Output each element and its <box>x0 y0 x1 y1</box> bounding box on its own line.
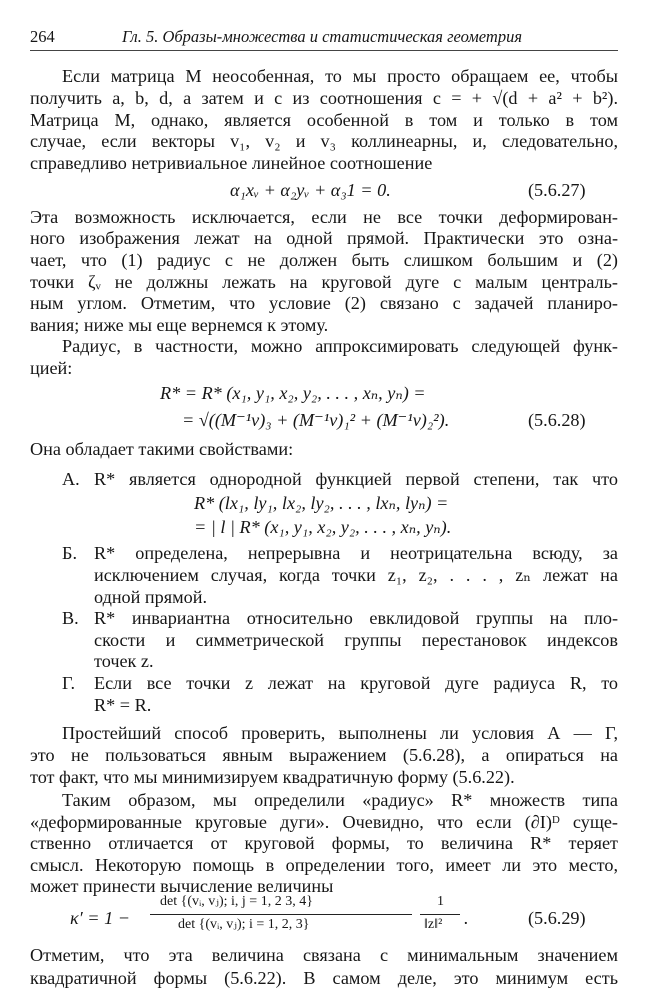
formula-homogeneity-line1: R* (lx₁, ly₁, lx₂, ly₂, . . . , lxₙ, lyₙ) = <box>194 492 449 513</box>
header-rule <box>30 50 618 51</box>
text-line: Радиус, в частности, можно аппроксимировать следующей функ- <box>62 336 618 357</box>
text-line: Эта возможность исключается, если не все точки деформирован- <box>30 206 618 227</box>
text-line: ственно отличается от круговой формы, то величина R* теряет <box>30 833 618 854</box>
equation-5-6-28-line1: R* = R* (x₁, y₁, x₂, y₂, . . . , xₙ, yₙ) = <box>160 383 426 404</box>
equation-5-6-29-f2-num: 1 <box>437 894 444 909</box>
fraction-bar <box>420 914 460 915</box>
text-line: точки ζᵥ не должны лежать на круговой дуге с малым централь- <box>30 271 618 292</box>
page-number: 264 <box>30 27 55 46</box>
text-line: ным углом. Отметим, что условие (2) связано с задачей планиро- <box>30 293 618 314</box>
list-item-text: исключением случая, когда точки z₁, z₂, . . . , zₙ лежат на <box>94 564 618 585</box>
list-item-text: R* инвариантна относительно евклидовой группы на пло- <box>94 608 618 629</box>
text-line: тот факт, что мы минимизируем квадратичную форму (5.6.22). <box>30 766 515 787</box>
list-item-text: R* является однородной функцией первой степени, так что <box>94 468 618 489</box>
list-marker: Б. <box>62 543 77 564</box>
text-line: справедливо нетривиальное линейное соотношение <box>30 152 433 173</box>
text-line: Простейший способ проверить, выполнены ли условия А — Г, <box>62 723 618 744</box>
list-item-text: R* определена, непрерывна и неотрицательна всюду, за <box>94 543 618 564</box>
equation-5-6-29-f2-den: ‖z‖² <box>424 917 443 932</box>
list-marker: В. <box>62 608 79 629</box>
text-line: вания; ниже мы еще вернемся к этому. <box>30 314 329 335</box>
equation-5-6-29-lhs: κ′ = 1 − <box>70 908 130 928</box>
formula-homogeneity-line2: = | l | R* (x₁, y₁, x₂, y₂, . . . , xₙ, yₙ). <box>194 517 452 538</box>
list-item-text: Если все точки z лежат на круговой дуге радиуса R, то <box>94 672 618 693</box>
list-item-text: точек z. <box>94 651 154 672</box>
text-line: ного изображения лежат на одной прямой. Практически это озна- <box>30 228 618 249</box>
equation-5-6-29-numerator: det {(vᵢ, vⱼ); i, j = 1, 2 3, 4} <box>160 894 313 909</box>
equation-number: (5.6.27) <box>528 179 586 200</box>
list-item-text: одной прямой. <box>94 586 208 607</box>
text-line: может принести вычисление величины <box>30 876 334 897</box>
text-line: чает, что (1) радиус c не должен быть слишком большим и (2) <box>30 249 618 270</box>
equation-number: (5.6.28) <box>528 410 586 431</box>
running-header <box>30 24 618 50</box>
text-line: Она обладает такими свойствами: <box>30 438 294 459</box>
equation-5-6-28-line2: = √((M⁻¹v)₃ + (M⁻¹v)₁² + (M⁻¹v)₂²). <box>182 410 450 431</box>
text-line: случае, если векторы v₁, v₂ и v₃ коллинеарны, и, следовательно, <box>30 131 618 152</box>
running-title: Гл. 5. Образы-множества и статистическая геометрия <box>122 27 522 46</box>
equation-5-6-29-tail: . <box>464 908 469 928</box>
text-line: «деформированные круговые дуги». Очевидно, что если (∂I)ᴰ суще- <box>30 811 618 832</box>
text-line: смысл. Некоторую помощь в определении того, имеет ли это место, <box>30 854 618 875</box>
list-marker: А. <box>62 468 80 489</box>
list-item-text: R* = R. <box>94 694 152 715</box>
list-item-text: скости и симметрической группы перестановок индексов <box>94 629 618 650</box>
text-line: Таким образом, мы определили «радиус» R* множеств типа <box>62 789 618 810</box>
text-line: получить a, b, d, а затем и c из соотношения c = + √(d + a² + b²). <box>30 87 618 108</box>
text-line: это не пользоваться явным выражением (5.6.28), а опираться на <box>30 744 618 765</box>
text-line: квадратичной формы (5.6.22). В самом деле, это минимум есть <box>30 968 618 988</box>
equation-5-6-27: α₁xᵥ + α₂yᵥ + α₃1 = 0. <box>230 179 391 200</box>
text-line: Отметим, что эта величина связана с минимальным значением <box>30 945 618 965</box>
text-line: Матрица M, однако, является особенной в том и только в том <box>30 109 618 130</box>
text-line: цией: <box>30 357 73 378</box>
list-marker: Г. <box>62 672 76 693</box>
equation-5-6-29-denominator: det {(vᵢ, vⱼ); i = 1, 2, 3} <box>178 917 310 932</box>
text-line: Если матрица M неособенная, то мы просто обращаем ее, чтобы <box>62 66 618 87</box>
fraction-bar <box>150 914 412 915</box>
equation-number: (5.6.29) <box>528 908 586 928</box>
